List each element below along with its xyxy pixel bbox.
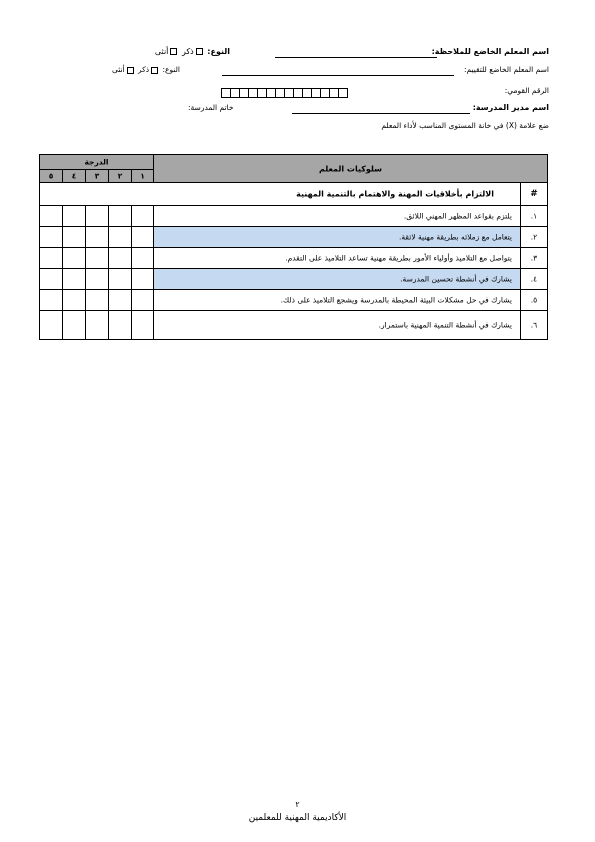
principal-field[interactable] (292, 113, 470, 114)
male-checkbox-1[interactable] (196, 48, 203, 55)
score-cell[interactable] (108, 226, 132, 248)
grade-level-5: ٥ (39, 169, 63, 183)
national-id-label: الرقم القومي: (504, 86, 549, 95)
gender-group-1 (130, 47, 230, 56)
score-cell[interactable] (39, 226, 63, 248)
grade-level-2: ٢ (108, 169, 132, 183)
score-cell[interactable] (108, 289, 132, 311)
instruction-text: ضع علامة (X) في خانة المستوى المناسب لأداء المعلم (381, 121, 549, 130)
score-cell[interactable] (62, 310, 86, 340)
row-number: ٥. (520, 289, 548, 311)
female-checkbox-1[interactable] (170, 48, 177, 55)
row-number: ٣. (520, 247, 548, 269)
score-cell[interactable] (85, 226, 109, 248)
score-cell[interactable] (39, 247, 63, 269)
behavior-item: يشارك في أنشطة تحسين المدرسة. (153, 268, 521, 290)
score-cell[interactable] (131, 268, 154, 290)
score-cell[interactable] (62, 226, 86, 248)
score-cell[interactable] (62, 289, 86, 311)
page-number: ٢ (295, 800, 300, 809)
section-title: الالتزام بأخلاقيات المهنة والاهتمام بالتنمية المهنية (39, 182, 521, 206)
behavior-item: يتعامل مع زملائه بطريقة مهنية لائقة. (153, 226, 521, 248)
observed-teacher-label: اسم المعلم الخاضع للملاحظة: (431, 47, 549, 56)
score-cell[interactable] (85, 289, 109, 311)
score-cell[interactable] (131, 247, 154, 269)
evaluation-table (39, 154, 548, 340)
row-number: ٤. (520, 268, 548, 290)
grade-level-4: ٤ (62, 169, 86, 183)
score-cell[interactable] (131, 226, 154, 248)
score-cell[interactable] (131, 205, 154, 227)
score-cell[interactable] (85, 205, 109, 227)
school-seal-label: خاتم المدرسة: (188, 103, 234, 112)
grade-level-3: ٣ (85, 169, 109, 183)
evaluated-teacher-field[interactable] (222, 75, 454, 76)
behaviors-header: سلوكيات المعلم (153, 154, 548, 183)
score-cell[interactable] (131, 310, 154, 340)
female-label-2: أنثى (111, 65, 125, 74)
score-cell[interactable] (85, 247, 109, 269)
score-cell[interactable] (39, 205, 63, 227)
row-number: ٢. (520, 226, 548, 248)
score-cell[interactable] (39, 310, 63, 340)
gender-label-1: النوع: (207, 47, 230, 56)
behavior-item: يشارك في حل مشكلات البيئة المحيطة بالمدرسة ويشجع التلاميذ على ذلك. (153, 289, 521, 311)
gender-group-2 (80, 65, 180, 74)
female-label-1: أنثى (154, 47, 169, 56)
male-label-1: ذكر (181, 47, 194, 56)
score-cell[interactable] (131, 289, 154, 311)
score-cell[interactable] (108, 205, 132, 227)
grade-level-1: ١ (131, 169, 154, 183)
score-cell[interactable] (85, 310, 109, 340)
evaluated-teacher-label: اسم المعلم الخاضع للتقييم: (463, 65, 549, 74)
behavior-item: يشارك في أنشطة التنمية المهنية باستمرار. (153, 310, 521, 340)
score-cell[interactable] (62, 205, 86, 227)
hash-header: # (520, 182, 548, 206)
grade-header: الدرجة (39, 154, 154, 170)
behavior-item: يلتزم بقواعد المظهر المهني اللائق. (153, 205, 521, 227)
score-cell[interactable] (108, 310, 132, 340)
observed-teacher-field[interactable] (275, 57, 437, 58)
male-checkbox-2[interactable] (151, 67, 158, 74)
row-number: ٦. (520, 310, 548, 340)
gender-label-2: النوع: (162, 65, 180, 74)
female-checkbox-2[interactable] (127, 67, 134, 74)
score-cell[interactable] (62, 268, 86, 290)
row-number: ١. (520, 205, 548, 227)
score-cell[interactable] (62, 247, 86, 269)
score-cell[interactable] (85, 268, 109, 290)
score-cell[interactable] (108, 247, 132, 269)
score-cell[interactable] (39, 268, 63, 290)
principal-label: اسم مدير المدرسة: (472, 103, 549, 112)
score-cell[interactable] (108, 268, 132, 290)
footer-organization: الأكاديمية المهنية للمعلمين (248, 813, 347, 823)
score-cell[interactable] (39, 289, 63, 311)
male-label-2: ذكر (138, 65, 150, 74)
behavior-item: يتواصل مع التلاميذ وأولياء الأمور بطريقة مهنية تساعد التلاميذ على التقدم. (153, 247, 521, 269)
